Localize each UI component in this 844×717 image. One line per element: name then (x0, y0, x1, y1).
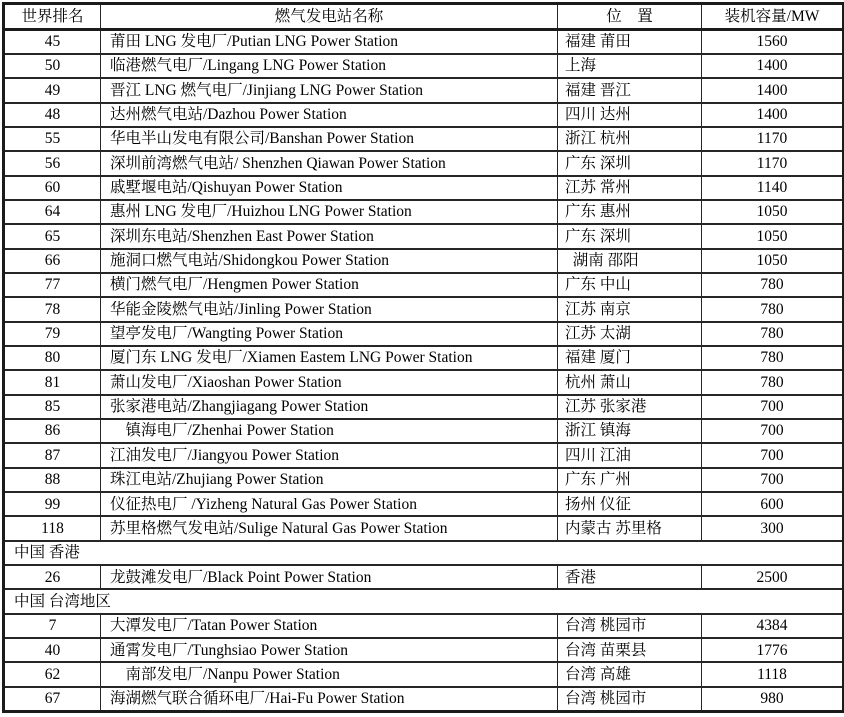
table-row (4, 346, 844, 370)
rank-cell: 80 (4, 346, 101, 370)
capacity-cell: 600 (702, 492, 844, 516)
rank-cell: 85 (4, 395, 101, 419)
rank-cell: 49 (4, 78, 101, 102)
table-row (4, 224, 844, 248)
capacity-cell: 1050 (702, 224, 844, 248)
name-cell: 华电半山发电有限公司/Banshan Power Station (101, 127, 558, 151)
table-row (4, 151, 844, 175)
location-cell: 杭州 萧山 (558, 370, 702, 394)
capacity-cell: 700 (702, 419, 844, 443)
location-cell: 广东 深圳 (558, 151, 702, 175)
location-cell: 江苏 张家港 (558, 395, 702, 419)
header-row (4, 4, 844, 30)
name-cell: 望亭发电厂/Wangting Power Station (101, 322, 558, 346)
rank-cell: 62 (4, 662, 101, 686)
name-cell: 莆田 LNG 发电厂/Putian LNG Power Station (101, 30, 558, 54)
rank-cell: 87 (4, 443, 101, 467)
name-cell: 惠州 LNG 发电厂/Huizhou LNG Power Station (101, 200, 558, 224)
rank-cell: 7 (4, 614, 101, 638)
col-header-location: 位 置 (558, 4, 702, 30)
table-row (4, 662, 844, 686)
table-row (4, 370, 844, 394)
capacity-cell: 700 (702, 468, 844, 492)
capacity-cell: 2500 (702, 565, 844, 589)
section-title: 中国 台湾地区 (4, 589, 844, 613)
col-header-rank: 世界排名 (4, 4, 101, 30)
location-cell: 台湾 苗栗县 (558, 638, 702, 662)
name-cell: 达州燃气电站/Dazhou Power Station (101, 103, 558, 127)
table-row (4, 249, 844, 273)
name-cell: 苏里格燃气发电站/Sulige Natural Gas Power Station (101, 516, 558, 540)
table-row (4, 297, 844, 321)
rank-cell: 45 (4, 30, 101, 54)
location-cell: 扬州 仪征 (558, 492, 702, 516)
name-cell: 萧山发电厂/Xiaoshan Power Station (101, 370, 558, 394)
capacity-cell: 700 (702, 443, 844, 467)
rank-cell: 86 (4, 419, 101, 443)
location-cell: 台湾 桃园市 (558, 614, 702, 638)
location-cell: 广东 中山 (558, 273, 702, 297)
name-cell: 晋江 LNG 燃气电厂/Jinjiang LNG Power Station (101, 78, 558, 102)
location-cell: 江苏 南京 (558, 297, 702, 321)
rank-cell: 64 (4, 200, 101, 224)
location-cell: 香港 (558, 565, 702, 589)
table-row (4, 638, 844, 662)
rank-cell: 50 (4, 54, 101, 78)
rank-cell: 79 (4, 322, 101, 346)
capacity-cell: 300 (702, 516, 844, 540)
capacity-cell: 780 (702, 346, 844, 370)
col-header-capacity: 装机容量/MW (702, 4, 844, 30)
capacity-cell: 1050 (702, 200, 844, 224)
capacity-cell: 1400 (702, 103, 844, 127)
table-row (4, 103, 844, 127)
capacity-cell: 1170 (702, 127, 844, 151)
table-row (4, 516, 844, 540)
capacity-cell: 980 (702, 687, 844, 712)
table-row (4, 78, 844, 102)
table-row (4, 395, 844, 419)
table-row (4, 419, 844, 443)
name-cell: 仪征热电厂 /Yizheng Natural Gas Power Station (101, 492, 558, 516)
location-cell: 四川 达州 (558, 103, 702, 127)
rank-cell: 118 (4, 516, 101, 540)
rank-cell: 60 (4, 176, 101, 200)
location-cell: 内蒙古 苏里格 (558, 516, 702, 540)
table-row (4, 54, 844, 78)
capacity-cell: 1400 (702, 54, 844, 78)
section-row (4, 589, 844, 613)
name-cell: 大潭发电厂/Tatan Power Station (101, 614, 558, 638)
location-cell: 江苏 常州 (558, 176, 702, 200)
location-cell: 上海 (558, 54, 702, 78)
name-cell: 深圳前湾燃气电站/ Shenzhen Qiawan Power Station (101, 151, 558, 175)
rank-cell: 88 (4, 468, 101, 492)
location-cell: 湖南 邵阳 (558, 249, 702, 273)
name-cell: 通霄发电厂/Tunghsiao Power Station (101, 638, 558, 662)
location-cell: 福建 晋江 (558, 78, 702, 102)
table-body (4, 30, 844, 712)
section-title: 中国 香港 (4, 541, 844, 565)
name-cell: 临港燃气电厂/Lingang LNG Power Station (101, 54, 558, 78)
rank-cell: 99 (4, 492, 101, 516)
rank-cell: 56 (4, 151, 101, 175)
location-cell: 四川 江油 (558, 443, 702, 467)
name-cell: 华能金陵燃气电站/Jinling Power Station (101, 297, 558, 321)
location-cell: 浙江 杭州 (558, 127, 702, 151)
rank-cell: 65 (4, 224, 101, 248)
rank-cell: 48 (4, 103, 101, 127)
name-cell: 施洞口燃气电站/Shidongkou Power Station (101, 249, 558, 273)
name-cell: 海湖燃气联合循环电厂/Hai-Fu Power Station (101, 687, 558, 712)
capacity-cell: 4384 (702, 614, 844, 638)
table-row (4, 273, 844, 297)
location-cell: 广东 深圳 (558, 224, 702, 248)
capacity-cell: 1118 (702, 662, 844, 686)
rank-cell: 81 (4, 370, 101, 394)
location-cell: 台湾 高雄 (558, 662, 702, 686)
rank-cell: 77 (4, 273, 101, 297)
name-cell: 横门燃气电厂/Hengmen Power Station (101, 273, 558, 297)
location-cell: 广东 广州 (558, 468, 702, 492)
capacity-cell: 1140 (702, 176, 844, 200)
table-row (4, 687, 844, 712)
location-cell: 台湾 桃园市 (558, 687, 702, 712)
location-cell: 广东 惠州 (558, 200, 702, 224)
rank-cell: 66 (4, 249, 101, 273)
capacity-cell: 780 (702, 322, 844, 346)
capacity-cell: 700 (702, 395, 844, 419)
name-cell: 戚墅堰电站/Qishuyan Power Station (101, 176, 558, 200)
capacity-cell: 1050 (702, 249, 844, 273)
gas-power-stations-table (2, 2, 844, 713)
name-cell: 江油发电厂/Jiangyou Power Station (101, 443, 558, 467)
section-row (4, 541, 844, 565)
table-row (4, 565, 844, 589)
name-cell: 厦门东 LNG 发电厂/Xiamen Eastem LNG Power Station (101, 346, 558, 370)
capacity-cell: 780 (702, 297, 844, 321)
name-cell: 深圳东电站/Shenzhen East Power Station (101, 224, 558, 248)
table-row (4, 176, 844, 200)
location-cell: 福建 莆田 (558, 30, 702, 54)
table-row (4, 492, 844, 516)
table-row (4, 614, 844, 638)
name-cell: 镇海电厂/Zhenhai Power Station (101, 419, 558, 443)
name-cell: 张家港电站/Zhangjiagang Power Station (101, 395, 558, 419)
name-cell: 珠江电站/Zhujiang Power Station (101, 468, 558, 492)
capacity-cell: 1776 (702, 638, 844, 662)
rank-cell: 26 (4, 565, 101, 589)
col-header-name: 燃气发电站名称 (101, 4, 558, 30)
table-row (4, 468, 844, 492)
capacity-cell: 780 (702, 273, 844, 297)
capacity-cell: 1560 (702, 30, 844, 54)
name-cell: 龙鼓滩发电厂/Black Point Power Station (101, 565, 558, 589)
capacity-cell: 1400 (702, 78, 844, 102)
table-row (4, 443, 844, 467)
rank-cell: 55 (4, 127, 101, 151)
table-row (4, 200, 844, 224)
location-cell: 福建 厦门 (558, 346, 702, 370)
location-cell: 江苏 太湖 (558, 322, 702, 346)
table-row (4, 30, 844, 54)
rank-cell: 40 (4, 638, 101, 662)
table-row (4, 127, 844, 151)
rank-cell: 78 (4, 297, 101, 321)
location-cell: 浙江 镇海 (558, 419, 702, 443)
rank-cell: 67 (4, 687, 101, 712)
table-row (4, 322, 844, 346)
name-cell: 南部发电厂/Nanpu Power Station (101, 662, 558, 686)
capacity-cell: 780 (702, 370, 844, 394)
capacity-cell: 1170 (702, 151, 844, 175)
